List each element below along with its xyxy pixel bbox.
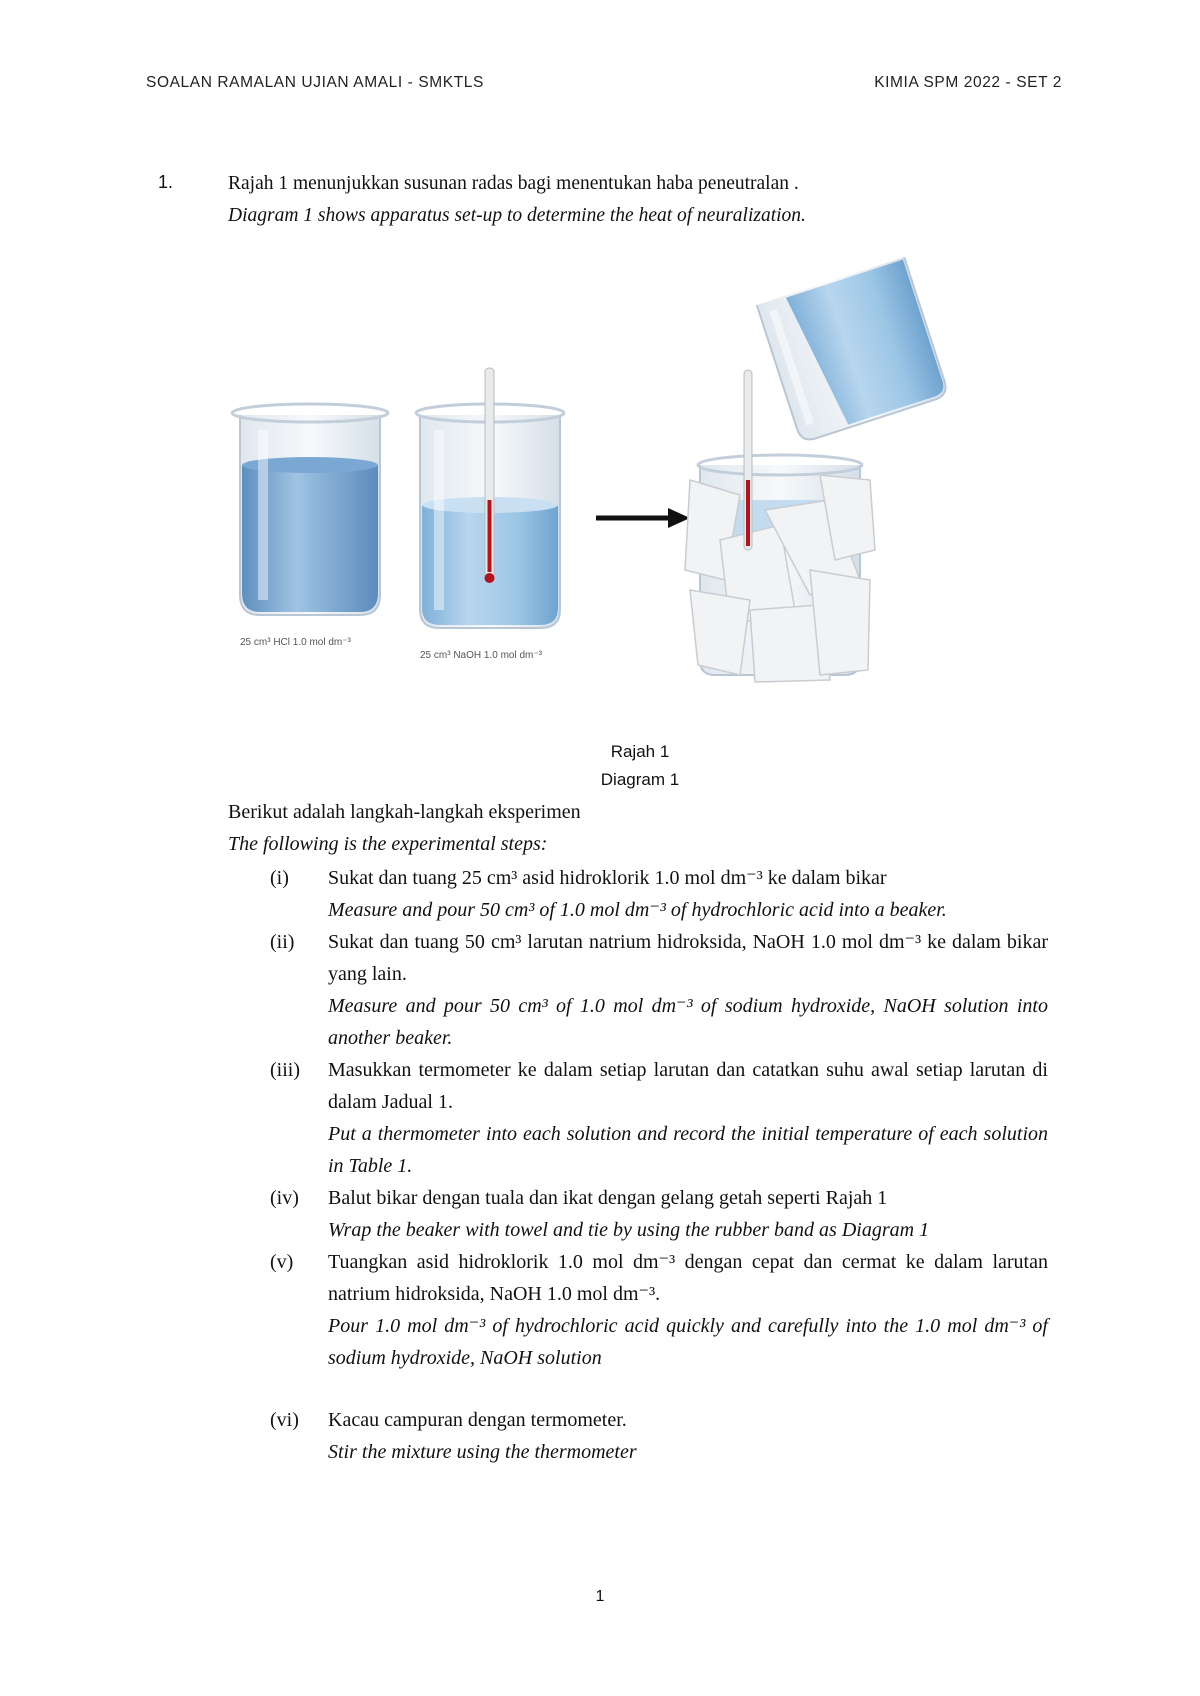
step-6 — [228, 1404, 1048, 1468]
question-number: 1. — [158, 172, 174, 192]
question-english: Diagram 1 shows apparatus set-up to determine the heat of neuralization. — [228, 205, 806, 226]
step-english: Pour 1.0 mol dm⁻³ of hydrochloric acid quickly and carefully into the 1.0 mol dm⁻³ of sodium hydroxide, NaOH solution — [328, 1315, 1048, 1369]
question-text — [228, 168, 1088, 232]
step-english: Put a thermometer into each solution and record the initial temperature of each solution in Table 1. — [328, 1123, 1048, 1177]
step-5 — [228, 1246, 1048, 1374]
header-left: SOALAN RAMALAN UJIAN AMALI - SMKTLS — [146, 74, 484, 91]
pouring-beaker — [757, 257, 949, 443]
steps-list — [228, 862, 1048, 1468]
page-number: 1 — [595, 1588, 605, 1605]
intro-malay: Berikut adalah langkah-langkah eksperimen — [228, 801, 581, 823]
wrapped-beaker — [685, 455, 875, 682]
step-2 — [228, 926, 1048, 1054]
step-number: (i) — [270, 867, 289, 889]
intro — [228, 796, 1088, 860]
step-english: Measure and pour 50 cm³ of 1.0 mol dm⁻³ of hydrochloric acid into a beaker. — [328, 899, 947, 921]
step-malay: Sukat dan tuang 25 cm³ asid hidroklorik 1.0 mol dm⁻³ ke dalam bikar — [328, 867, 887, 889]
caption-english: Diagram 1 — [600, 770, 680, 789]
step-number: (iii) — [270, 1059, 300, 1081]
step-malay: Sukat dan tuang 50 cm³ larutan natrium hidroksida, NaOH 1.0 mol dm⁻³ ke dalam bikar yang lain. — [328, 931, 1048, 985]
caption-malay: Rajah 1 — [610, 742, 670, 761]
step-number: (ii) — [270, 931, 295, 953]
label-naoh: 25 cm³ NaOH 1.0 mol dm⁻³ — [420, 650, 542, 661]
step-malay: Masukkan termometer ke dalam setiap larutan dan catatkan suhu awal setiap larutan di dalam Jadual 1. — [328, 1059, 1048, 1113]
step-english: Stir the mixture using the thermometer — [328, 1441, 637, 1463]
step-number: (iv) — [270, 1187, 299, 1209]
step-number: (v) — [270, 1251, 294, 1273]
step-number: (vi) — [270, 1409, 299, 1431]
thermometer-naoh — [485, 368, 495, 583]
thermometer-mixture — [744, 370, 752, 550]
step-4 — [228, 1182, 1048, 1246]
step-3 — [228, 1054, 1048, 1182]
apparatus-diagram — [220, 250, 1080, 700]
label-hcl: 25 cm³ HCl 1.0 mol dm⁻³ — [240, 637, 351, 648]
step-english: Wrap the beaker with towel and tie by using the rubber band as Diagram 1 — [328, 1219, 930, 1241]
intro-english: The following is the experimental steps: — [228, 833, 548, 855]
step-malay: Balut bikar dengan tuala dan ikat dengan gelang getah seperti Rajah 1 — [328, 1187, 888, 1209]
step-malay: Kacau campuran dengan termometer. — [328, 1409, 627, 1431]
step-malay: Tuangkan asid hidroklorik 1.0 mol dm⁻³ dengan cepat dan cermat ke dalam larutan natrium hidroksida, NaOH 1.0 mol dm⁻³. — [328, 1251, 1048, 1305]
step-english: Measure and pour 50 cm³ of 1.0 mol dm⁻³ of sodium hydroxide, NaOH solution into another beaker. — [328, 995, 1048, 1049]
apparatus-svg — [220, 250, 1080, 700]
header-right: KIMIA SPM 2022 - SET 2 — [874, 74, 1062, 91]
step-1 — [228, 862, 1048, 926]
beaker-hcl — [232, 404, 388, 615]
arrow-icon — [596, 508, 690, 528]
question-malay: Rajah 1 menunjukkan susunan radas bagi menentukan haba peneutralan . — [228, 173, 799, 194]
step-gap — [228, 1374, 1048, 1404]
